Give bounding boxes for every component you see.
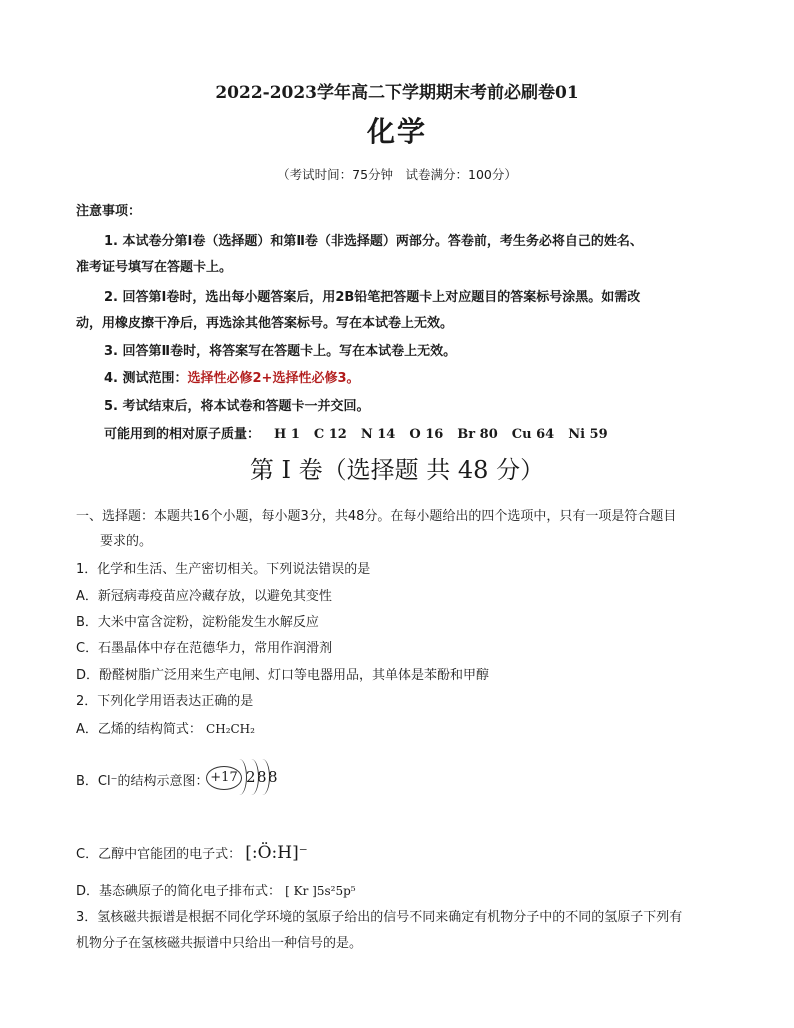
q2-option-b-label: B．Cl⁻的结构示意图： — [76, 774, 209, 789]
note-item-4 — [104, 367, 360, 386]
hydroxyl-electron-formula: [:Ö:H]⁻ — [245, 843, 308, 863]
mass-o: O 16 — [409, 427, 444, 442]
notes-heading: 注意事项： — [76, 204, 142, 219]
q1-option-d: D．酚醛树脂广泛用来生产电闸、灯口等电器用品，其单体是苯酚和甲醇 — [76, 668, 490, 683]
q1-option-a: A．新冠病毒疫苗应冷藏存放，以避免其变性 — [76, 589, 332, 604]
q3-stem-line-1: 3．氢核磁共振谱是根据不同化学环境的氢原子给出的信号不同来确定有机物分子中的不同的氢原子下列有 — [76, 910, 683, 925]
mass-c: C 12 — [313, 427, 347, 442]
shell-2: 8 — [257, 768, 267, 786]
note-item-5: 5. 考试结束后，将本试卷和答题卡一并交回。 — [104, 399, 370, 414]
subject-title: 化学 — [366, 115, 427, 148]
exam-title: 2022-2023学年高二下学期期末考前必刷卷01 — [215, 83, 579, 103]
q2-stem: 2．下列化学用语表达正确的是 — [76, 694, 254, 709]
q3-stem-line-2: 机物分子在氢核磁共振谱中只给出一种信号的是。 — [76, 936, 363, 951]
mass-cu: Cu 64 — [511, 427, 555, 442]
q1-stem: 1．化学和生活、生产密切相关。下列说法错误的是 — [76, 562, 371, 577]
q2-option-c — [76, 843, 308, 863]
masses-label: 可能用到的相对原子质量： — [104, 427, 261, 442]
shell-3: 8 — [268, 768, 278, 786]
chloride-ion-diagram — [206, 753, 276, 799]
nucleus: +17 — [206, 766, 242, 790]
section-title: 第 I 卷（选择题 共 48 分） — [249, 456, 545, 484]
mass-n: N 14 — [360, 427, 396, 442]
exam-info: （考试时间：75分钟 试卷满分：100分） — [277, 167, 517, 182]
q1-option-b: B．大米中富含淀粉，淀粉能发生水解反应 — [76, 615, 319, 630]
note-item-3: 3. 回答第Ⅱ卷时，将答案写在答题卡上。写在本试卷上无效。 — [104, 344, 457, 359]
q2-option-d — [76, 880, 356, 899]
mass-h: H 1 — [274, 427, 300, 442]
q2-option-a — [76, 718, 255, 737]
mass-ni: Ni 59 — [568, 427, 608, 442]
instructions-line-2: 要求的。 — [100, 534, 153, 549]
q2-option-c-label: C．乙醇中官能团的电子式： — [76, 847, 242, 862]
shell-1: 2 — [246, 768, 256, 786]
test-scope: 选择性必修2+选择性必修3。 — [187, 371, 360, 386]
ethylene-formula: CH₂CH₂ — [206, 722, 255, 736]
q2-option-d-label: D．基态碘原子的简化电子排布式： — [76, 884, 282, 899]
note-item-4-prefix: 4. 测试范围： — [104, 371, 188, 386]
q2-option-a-label: A．乙烯的结构简式： — [76, 722, 202, 737]
note-item-1-cont: 准考证号填写在答题卡上。 — [76, 260, 233, 275]
iodine-electron-config: [ Kr ]5s²5p⁵ — [285, 884, 356, 898]
note-item-2-cont: 动，用橡皮擦干净后，再选涂其他答案标号。写在本试卷上无效。 — [76, 316, 454, 331]
instructions-line-1: 一、选择题：本题共16个小题，每小题3分，共48分。在每小题给出的四个选项中，只有一项是符合题目 — [76, 509, 677, 524]
atomic-masses — [104, 423, 608, 442]
note-item-2: 2. 回答第Ⅰ卷时，选出每小题答案后，用2B铅笔把答题卡上对应题目的答案标号涂黑。如需改 — [104, 290, 641, 305]
mass-br: Br 80 — [457, 427, 498, 442]
note-item-1: 1. 本试卷分第Ⅰ卷（选择题）和第Ⅱ卷（非选择题）两部分。答卷前，考生务必将自己的姓名、 — [104, 234, 643, 249]
q1-option-c: C．石墨晶体中存在范德华力，常用作润滑剂 — [76, 641, 333, 656]
